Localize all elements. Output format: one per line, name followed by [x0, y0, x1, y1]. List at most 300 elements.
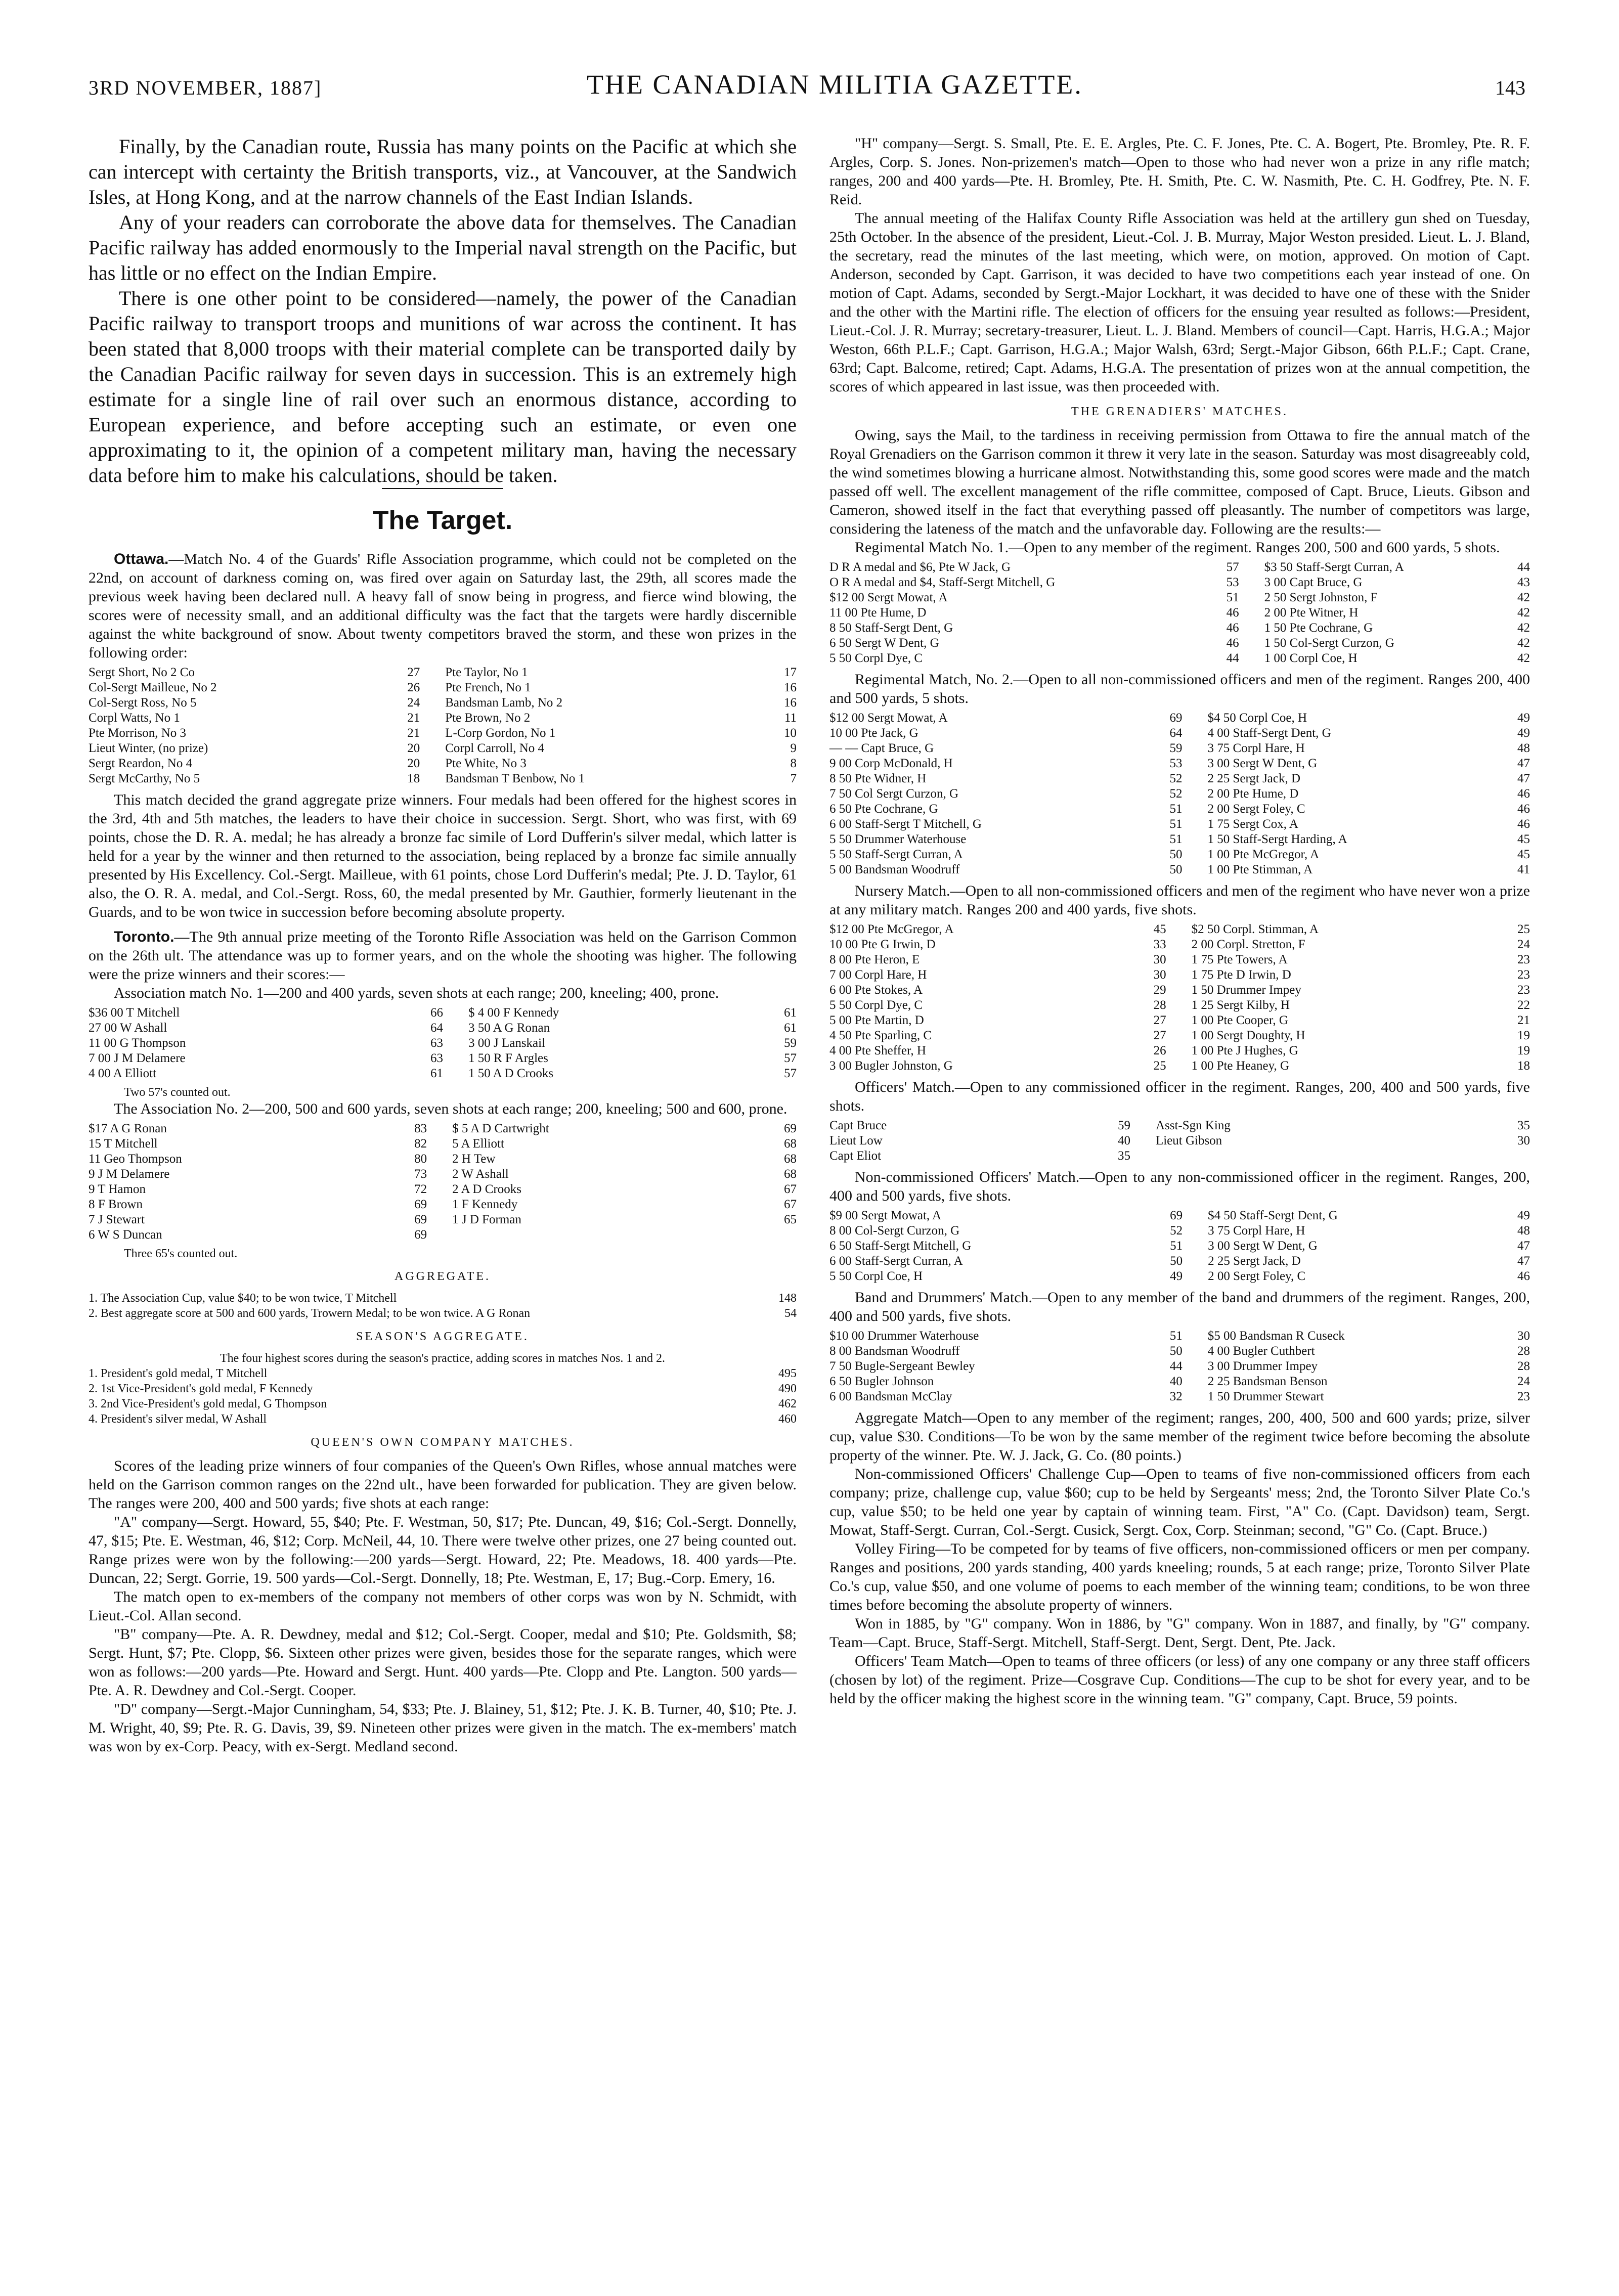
entrant-score: 61	[784, 1006, 797, 1020]
entrant-name: Corpl Carroll, No 4	[445, 741, 545, 755]
entrant-score: 51	[1169, 832, 1183, 846]
paragraph: The annual meeting of the Halifax County Rifle Association was held at the artillery gun shed on Tuesday, 25th October. In the absence of the president, Lieut.-Col. J. B. Murray, Major Weston presided. Lieut. L. J. Bland, the secretary, read the minutes of the last meeting, which were, on motion, approved. On motion of Capt. Anderson, seconded by Capt. Garrison, it was decided to have two competitions each year instead of one. On motion of Capt. Adams, seconded by Sergt.-Major Lockhart, it was decided to have one of these with the Snider and the other with the Martini rifle. The election of officers for the ensuing year resulted as follows:—President, Lieut.-Col. J. R. Murray; secretary-treasurer, Lieut. L. J. Bland. Members of council—Capt. Harris, H.G.A.; Major Weston, 66th P.L.F.; Capt. Garrison, H.G.A.; Major Walsh, 63rd; Sergt.-Major Gibson, 66th P.L.F.; Capt. Crane, 63rd; Capt. Balcome, retired; Capt. Adams, H.G.A. The presentation of prizes won at the annual competition, the scores of which appeared in last issue, was then proceeded with.	[829, 210, 1530, 395]
entrant-name: 8 F Brown	[89, 1198, 143, 1211]
entrant-name: $12 00 Pte McGregor, A	[829, 922, 954, 936]
entrant-name: 2 00 Corpl. Stretton, F	[1191, 938, 1305, 951]
item-text: 4. President's silver medal, W Ashall	[89, 1412, 267, 1426]
lead-ottawa: Ottawa.	[114, 551, 169, 567]
paragraph: There is one other point to be considered—namely, the power of the Canadian Pacific railway to transport troops and munitions of war across the continent. It has been stated that 8,000 troops with their material complete can be transported daily by the Canadian Pacific railway for seven days in succession. This is an extremely high estimate for a single line of rail over such an enormous distance, according to European experience, and before accepting such an estimate, or even one approximating to it, the opinion of a competent military man, having the necessary data before him to make his calculations, should be taken.	[89, 287, 797, 487]
entrant-name: Pte Taylor, No 1	[445, 666, 528, 679]
entrant-name: O R A medal and $4, Staff-Sergt Mitchell, G	[829, 576, 1056, 589]
page-date: 3RD NOVEMBER, 1887]	[89, 76, 322, 99]
paragraph: "D" company—Sergt.-Major Cunningham, 54, $33; Pte. J. Blainey, 51, $12; Pte. J. K. B. Turner, 40, $10; Pte. J. M. Wright, 40, $9; Pte. R. G. Davis, 39, $9. Nineteen other prizes were given in the match. The ex-members' match was won by ex-Corp. Peacy, with ex-Sergt. Medland second.	[89, 1701, 797, 1755]
entrant-score: 42	[1517, 651, 1530, 665]
entrant-score: 8	[790, 757, 797, 770]
aggregate-list	[89, 1291, 797, 1321]
entrant-name: 6 00 Pte Stokes, A	[829, 983, 923, 997]
paragraph: Scores of the leading prize winners of four companies of the Queen's Own Rifles, whose annual matches were held on the Garrison common ranges on the 22nd ult., have been forwarded for publication. They are given below. The ranges were 200, 400 and 500 yards; five shots at each range:	[89, 1458, 797, 1512]
table-row	[829, 1118, 1530, 1133]
entrant-score: 80	[414, 1152, 427, 1166]
left-column	[89, 134, 797, 1756]
entrant-score: 50	[1169, 848, 1183, 861]
entrant-score: 65	[784, 1213, 797, 1226]
entrant-score: 25	[1517, 922, 1530, 936]
entrant-name: Lieut Gibson	[1155, 1134, 1222, 1147]
entrant-name: Pte White, No 3	[445, 757, 527, 770]
season-list	[89, 1366, 797, 1427]
entrant-name: 1 00 Corpl Coe, H	[1264, 651, 1358, 665]
divider	[382, 488, 503, 489]
table-row	[829, 726, 1530, 741]
entrant-score: 63	[430, 1051, 443, 1065]
entrant-score: 73	[414, 1167, 427, 1181]
entrant-name: 15 T Mitchell	[89, 1137, 158, 1151]
entrant-score: 83	[414, 1122, 427, 1135]
table-row	[829, 1359, 1530, 1374]
item-text: 3. 2nd Vice-President's gold medal, G Thompson	[89, 1397, 327, 1410]
table-row	[89, 1005, 797, 1021]
list-item	[89, 1366, 797, 1381]
entrant-score: 20	[407, 757, 420, 770]
grenadiers-heading: THE GRENADIERS' MATCHES.	[1071, 405, 1288, 418]
entrant-score: 51	[1169, 817, 1183, 831]
entrant-score: 44	[1169, 1359, 1183, 1373]
paragraph: Officers' Team Match—Open to teams of three officers (or less) of any one company or any three staff officers (chosen by lot) of the regiment. Prize—Cosgrave Cup. Conditions—The cup to be shot for every year, and to be held by the officer making the highest score in the winning team. "G" company, Capt. Bruce, 59 points.	[829, 1653, 1530, 1707]
entrant-name: 5 50 Corpl Coe, H	[829, 1269, 923, 1283]
entrant-name: 11 00 Pte Hume, D	[829, 606, 927, 620]
entrant-name: 2 00 Sergt Foley, C	[1207, 802, 1305, 816]
table-row	[829, 1374, 1530, 1389]
entrant-name: 6 00 Staff-Sergt T Mitchell, G	[829, 817, 982, 831]
entrant-name: 5 50 Drummer Waterhouse	[829, 832, 967, 846]
match-heading: The Association No. 2—200, 500 and 600 yards, seven shots at each range; 200, kneeling; 500 and 600, prone.	[114, 1100, 787, 1117]
paragraph-text: —The 9th annual prize meeting of the Toronto Rifle Association was held on the Garrison Common on the 26th ult. The attendance was up to former years, and on the whole the shooting was higher. The following were the prize winners and their scores:—	[89, 929, 797, 983]
table-row	[89, 1136, 797, 1152]
match-heading: Regimental Match No. 1.—Open to any member of the regiment. Ranges 200, 500 and 600 yards, 5 shots.	[855, 539, 1500, 556]
entrant-score: 30	[1153, 968, 1166, 982]
entrant-score: 50	[1170, 1254, 1183, 1268]
entrant-name: 8 50 Staff-Sergt Dent, G	[829, 621, 953, 635]
table-row	[89, 741, 797, 756]
entrant-name: 1 00 Pte Cooper, G	[1191, 1013, 1288, 1027]
entrant-name: $12 00 Sergt Mowat, A	[829, 711, 948, 725]
entrant-name: 4 00 A Elliott	[89, 1067, 157, 1080]
table-row	[829, 983, 1530, 998]
entrant-name: $4 50 Corpl Coe, H	[1207, 711, 1307, 725]
entrant-name: 8 00 Bandsman Woodruff	[829, 1344, 960, 1358]
entrant-score: 33	[1153, 938, 1166, 951]
match-heading: Regimental Match, No. 2.—Open to all non-commissioned officers and men of the regiment. Ranges 200, 400 and 500 yards, 5 shots.	[829, 671, 1530, 707]
entrant-score: 46	[1226, 621, 1239, 635]
entrant-name: 1 50 A D Crooks	[468, 1067, 554, 1080]
entrant-score: 44	[1226, 651, 1239, 665]
paragraph: Aggregate Match—Open to any member of the regiment; ranges, 200, 400, 500 and 600 yards; prize, silver cup, value $30. Conditions—To be won by the same member of the regiment twice before becoming the absolute property of the winner. Pte. W. J. Jack, G. Co. (80 points.)	[829, 1409, 1530, 1464]
entrant-name: 5 00 Bandsman Woodruff	[829, 863, 960, 876]
table-row	[89, 695, 797, 711]
entrant-name: $10 00 Drummer Waterhouse	[829, 1329, 979, 1343]
table-row	[89, 771, 797, 786]
entrant-name: 3 00 Capt Bruce, G	[1264, 576, 1363, 589]
entrant-score: 46	[1517, 817, 1530, 831]
paragraph: "A" company—Sergt. Howard, 55, $40; Pte. F. Westman, 50, $17; Pte. Duncan, 49, $16; Col.-Sergt. Donnelly, 47, $15; Pte. E. Westman, 46, $12; Corp. McNeil, 44, 10. There were twelve other prizes, one 27 being counted out. Range prizes were won by the following:—200 yards—Sergt. Howard, 22; Pte. Meadows, 18. 400 yards—Pte. Duncan, 22; Sergt. Gorrie, 19. 500 yards—Col.-Sergt. Donnelly, 18; Pte. Westman, E, 17; Bug.-Corp. Emery, 16.	[89, 1514, 797, 1586]
entrant-name: Sergt Short, No 2 Co	[89, 666, 195, 679]
entrant-name: 1 J D Forman	[452, 1213, 521, 1226]
table-row	[829, 771, 1530, 786]
list-item	[89, 1306, 797, 1321]
table-row	[89, 711, 797, 726]
table-row	[89, 1066, 797, 1081]
entrant-score: 32	[1169, 1390, 1183, 1403]
entrant-name: $36 00 T Mitchell	[89, 1006, 180, 1020]
entrant-name: 1 00 Sergt Doughty, H	[1191, 1029, 1305, 1042]
paragraph-toronto	[89, 928, 797, 984]
score-table-band	[829, 1329, 1530, 1404]
target-section	[89, 550, 797, 1756]
entrant-score: 28	[1517, 1344, 1530, 1358]
entrant-score: 47	[1517, 757, 1530, 770]
entrant-name: Pte French, No 1	[445, 681, 531, 694]
entrant-name: $ 5 A D Cartwright	[452, 1122, 549, 1135]
entrant-name: 2 A D Crooks	[452, 1182, 521, 1196]
table-row	[829, 1133, 1530, 1149]
table-row	[829, 817, 1530, 832]
entrant-score: 25	[1153, 1059, 1166, 1073]
table-row	[829, 922, 1530, 937]
entrant-name: Sergt McCarthy, No 5	[89, 772, 200, 785]
paragraph: Non-commissioned Officers' Challenge Cup—Open to teams of five non-commissioned officers from each company; prize, challenge cup, value $60; cup to be held by Sergeants' mess; 2nd, the Toronto Silver Plate Co.'s cup, value $50; to be held one year by captain of winning team. First, "A" Co. (Capt. Davidson) team, Sergt. Mowat, Staff-Sergt. Curran, Col.-Sergt. Cusick, Sergt. Cox, Corp. Steinman; second, "G" Co. (Capt. Bruce.)	[829, 1466, 1530, 1538]
entrant-score: 48	[1517, 741, 1530, 755]
paragraph-ottawa	[89, 550, 797, 662]
match-heading: Band and Drummers' Match.—Open to any member of the band and drummers of the regiment. Ranges, 200, 400 and 500 yards, five shots.	[829, 1289, 1530, 1324]
table-row	[829, 590, 1530, 605]
entrant-name: 2 00 Pte Hume, D	[1207, 787, 1299, 801]
item-text: 2. 1st Vice-President's gold medal, F Kennedy	[89, 1382, 313, 1395]
entrant-name: 7 00 J M Delamere	[89, 1051, 186, 1065]
entrant-name: 1 50 Staff-Sergt Harding, A	[1207, 832, 1347, 846]
entrant-name: Corpl Watts, No 1	[89, 711, 180, 725]
item-score: 148	[778, 1292, 797, 1305]
table-row	[829, 1344, 1530, 1359]
table-row	[829, 1254, 1530, 1269]
entrant-name: 4 50 Pte Sparling, C	[829, 1029, 932, 1042]
table-row	[829, 847, 1530, 862]
table-note: Two 57's counted out.	[124, 1086, 231, 1099]
entrant-score: 68	[784, 1167, 797, 1181]
table-row	[829, 756, 1530, 771]
entrant-name: 10 00 Pte G Irwin, D	[829, 938, 936, 951]
table-row	[89, 756, 797, 771]
entrant-name: 6 50 Sergt W Dent, G	[829, 636, 939, 650]
entrant-name: 6 00 Bandsman McClay	[829, 1390, 952, 1403]
aggregate-heading: AGGREGATE.	[395, 1270, 491, 1283]
entrant-score: 23	[1517, 1390, 1530, 1403]
list-item	[89, 1381, 797, 1396]
entrant-name: 2 00 Sergt Foley, C	[1208, 1269, 1306, 1283]
entrant-name: $4 50 Staff-Sergt Dent, G	[1208, 1209, 1338, 1222]
entrant-score: 69	[784, 1122, 797, 1135]
entrant-score: 51	[1169, 802, 1183, 816]
entrant-name: Sergt Reardon, No 4	[89, 757, 193, 770]
entrant-score: 28	[1153, 998, 1166, 1012]
entrant-score: 50	[1169, 1344, 1183, 1358]
entrant-score: 64	[1169, 726, 1183, 740]
entrant-score: 68	[784, 1137, 797, 1151]
entrant-score: 67	[784, 1198, 797, 1211]
score-table-ottawa	[89, 665, 797, 786]
entrant-score: 24	[1517, 938, 1530, 951]
table-row	[89, 726, 797, 741]
entrant-score: 53	[1169, 757, 1183, 770]
entrant-score: 49	[1170, 1269, 1183, 1283]
entrant-name: 1 50 Col-Sergt Curzon, G	[1264, 636, 1394, 650]
entrant-name: $3 50 Staff-Sergt Curran, A	[1264, 560, 1404, 574]
entrant-name: Lieut Winter, (no prize)	[89, 741, 208, 755]
entrant-name: 4 00 Staff-Sergt Dent, G	[1207, 726, 1331, 740]
entrant-score: 19	[1517, 1044, 1530, 1057]
entrant-score: 49	[1517, 711, 1530, 725]
entrant-score: 24	[407, 696, 420, 710]
entrant-score: 51	[1170, 1239, 1183, 1253]
entrant-score: 30	[1153, 953, 1166, 966]
entrant-name: 7 00 Corpl Hare, H	[829, 968, 927, 982]
match-heading: Nursery Match.—Open to all non-commissioned officers and men of the regiment who have never won a prize at any military match. Ranges 200 and 400 yards, five shots.	[829, 882, 1530, 918]
table-row	[829, 952, 1530, 967]
entrant-name: 6 50 Staff-Sergt Mitchell, G	[829, 1239, 972, 1253]
match-heading: Officers' Match.—Open to any commissioned officer in the regiment. Ranges, 200, 400 and 500 yards, five shots.	[829, 1079, 1530, 1114]
paragraph-text: —Match No. 4 of the Guards' Rifle Association programme, which could not be completed on the 22nd, on account of darkness coming on, was fired over again on Saturday last, the 29th, all scores made the previous week having been declared null. A heavy fall of snow being in progress, and fierce wind blowing, the scores were of necessity small, and an additional difficulty was the fact that the targets were hardly discernible against the white background of snow. About twenty competitors braved the storm, and these won prizes in the following order:	[89, 551, 797, 661]
entrant-score: 46	[1517, 1269, 1530, 1283]
entrant-score: 50	[1169, 863, 1183, 876]
entrant-score: 18	[407, 772, 420, 785]
entrant-score: 16	[784, 681, 797, 694]
entrant-score: 42	[1517, 591, 1530, 604]
entrant-name: 3 00 J Lanskail	[468, 1036, 546, 1050]
table-row	[89, 665, 797, 680]
entrant-name: 8 00 Pte Heron, E	[829, 953, 920, 966]
entrant-name: 9 T Hamon	[89, 1182, 146, 1196]
match-heading: Association match No. 1—200 and 400 yards, seven shots at each range; 200, kneeling; 400, prone.	[114, 985, 719, 1001]
entrant-name: 6 W S Duncan	[89, 1228, 162, 1242]
entrant-name: 11 00 G Thompson	[89, 1036, 186, 1050]
score-table-assoc1	[89, 1005, 797, 1081]
table-row	[89, 1021, 797, 1036]
table-row	[829, 1223, 1530, 1239]
score-table-officers	[829, 1118, 1530, 1164]
entrant-name: Bandsman T Benbow, No 1	[445, 772, 585, 785]
entrant-name	[1156, 1149, 1490, 1164]
entrant-score: 26	[407, 681, 420, 694]
entrant-name: Lieut Low	[829, 1134, 883, 1147]
entrant-name: D R A medal and $6, Pte W Jack, G	[829, 560, 1011, 574]
entrant-score: 47	[1517, 772, 1530, 785]
table-row	[829, 832, 1530, 847]
entrant-name: 9 00 Corp McDonald, H	[829, 757, 953, 770]
entrant-score: 51	[1169, 1329, 1183, 1343]
table-row	[89, 1212, 797, 1227]
table-row	[829, 560, 1530, 575]
entrant-score: 59	[1169, 741, 1183, 755]
entrant-score: 46	[1226, 636, 1239, 650]
entrant-score: 49	[1517, 726, 1530, 740]
entrant-name: $9 00 Sergt Mowat, A	[829, 1209, 942, 1222]
paragraph: The match open to ex-members of the company not members of other corps was won by N. Schmidt, with Lieut.-Col. Allan second.	[89, 1588, 797, 1624]
entrant-name: 5 50 Corpl Dye, C	[829, 998, 923, 1012]
item-score: 460	[778, 1412, 797, 1426]
entrant-name: 4 00 Pte Sheffer, H	[829, 1044, 926, 1057]
entrant-score: 21	[407, 711, 420, 725]
table-row	[829, 575, 1530, 590]
score-table-nco	[829, 1208, 1530, 1284]
item-text: 2. Best aggregate score at 500 and 600 yards, Trowern Medal; to be won twice. A G Ronan	[89, 1307, 531, 1320]
entrant-score: 16	[784, 696, 797, 710]
table-row	[829, 711, 1530, 726]
entrant-score: 23	[1517, 953, 1530, 966]
paragraph: Finally, by the Canadian route, Russia has many points on the Pacific at which she can intercept with certainty the British transports, viz., at Vancouver, at the Sandwich Isles, at Hong Kong, and at the narrow channels of the East Indian Islands.	[89, 135, 797, 208]
entrant-score: 29	[1153, 983, 1166, 997]
table-row	[829, 1269, 1530, 1284]
entrant-score: 46	[1226, 606, 1239, 620]
entrant-name: 2 25 Bandsman Benson	[1207, 1375, 1328, 1388]
paragraph: "H" company—Sergt. S. Small, Pte. E. E. Argles, Pte. C. F. Jones, Pte. C. A. Bogert, Pte. Bromley, Pte. R. F. Argles, Corp. S. Jones. Non-prizemen's match—Open to those who had never won a prize in any rifle match; ranges, 200 and 400 yards—Pte. H. Bromley, Pte. H. Smith, Pte. C. W. Nasmith, Pte. C. H. Godfrey, Pte. N. F. Reid.	[829, 135, 1530, 208]
entrant-score: 47	[1517, 1239, 1530, 1253]
entrant-name: 1 75 Pte Towers, A	[1191, 953, 1288, 966]
entrant-score: 67	[784, 1182, 797, 1196]
entrant-score: 53	[1226, 576, 1239, 589]
entrant-name: 3 75 Corpl Hare, H	[1208, 1224, 1305, 1238]
entrant-score: 45	[1517, 848, 1530, 861]
entrant-score: 40	[1169, 1375, 1183, 1388]
entrant-score: 22	[1517, 998, 1530, 1012]
entrant-score: 17	[784, 666, 797, 679]
entrant-name: 1 50 Drummer Impey	[1191, 983, 1301, 997]
entrant-score: 42	[1517, 606, 1530, 620]
table-row	[89, 1152, 797, 1167]
paragraph: Owing, says the Mail, to the tardiness in receiving permission from Ottawa to fire the annual match of the Royal Grenadiers on the Garrison common it threw it very late in the season. Saturday was most disagreeably cold, the wind sometimes blowing a hurricane almost. Notwithstanding this, some good scores were made and the match passed off well. The excellent management of the rifle committee, composed of Capt. Bruce, Lieuts. Gibson and Cameron, showed itself in the fact that everything passed off pleasantly. The number of competitors was large, considering the lateness of the match and the unfavorable day. Following are the results:—	[829, 427, 1530, 537]
entrant-name: 4 00 Bugler Cuthbert	[1207, 1344, 1315, 1358]
entrant-score	[1490, 1149, 1530, 1164]
newspaper-title: THE CANADIAN MILITIA GAZETTE.	[587, 69, 1083, 100]
table-row	[89, 680, 797, 695]
table-row	[829, 937, 1530, 952]
table-row	[829, 1239, 1530, 1254]
table-row	[829, 741, 1530, 756]
table-row	[829, 967, 1530, 983]
entrant-score: 69	[1169, 711, 1183, 725]
entrant-score: 61	[784, 1021, 797, 1035]
paragraph: Won in 1885, by "G" company. Won in 1886, by "G" company. Won in 1887, and finally, by "G" company. Team—Capt. Bruce, Staff-Sergt. Mitchell, Staff-Sergt. Dent, Sergt. Dent, Pte. Jack.	[829, 1615, 1530, 1651]
table-row	[829, 651, 1530, 666]
entrant-name: 5 50 Staff-Sergt Curran, A	[829, 848, 963, 861]
entrant-name: 2 W Ashall	[452, 1167, 509, 1181]
entrant-score: 52	[1169, 787, 1183, 801]
entrant-score: 28	[1517, 1359, 1530, 1373]
entrant-score: 35	[1117, 1149, 1130, 1163]
entrant-score: 69	[414, 1198, 427, 1211]
entrant-name: Capt Bruce	[829, 1119, 887, 1132]
entrant-name: 2 00 Pte Witner, H	[1264, 606, 1359, 620]
entrant-score: 21	[1517, 1013, 1530, 1027]
entrant-name: $5 00 Bandsman R Cuseck	[1207, 1329, 1345, 1343]
entrant-score: 27	[1153, 1013, 1166, 1027]
table-row	[829, 1013, 1530, 1028]
entrant-score: 46	[1517, 802, 1530, 816]
entrant-score: 57	[784, 1051, 797, 1065]
table-row	[89, 1227, 797, 1243]
entrant-score: 72	[414, 1182, 427, 1196]
entrant-score: 69	[414, 1213, 427, 1226]
entrant-score: 9	[790, 741, 797, 755]
table-note: Three 65's counted out.	[124, 1247, 238, 1260]
entrant-score: 52	[1169, 772, 1183, 785]
entrant-score: 41	[1517, 863, 1530, 876]
table-row	[829, 621, 1530, 636]
entrant-score: 42	[1517, 636, 1530, 650]
entrant-name: Capt Eliot	[829, 1149, 882, 1163]
entrant-name: 1 00 Pte McGregor, A	[1207, 848, 1319, 861]
entrant-name: Pte Morrison, No 3	[89, 726, 187, 740]
right-column	[829, 134, 1530, 1708]
entrant-name: 1 25 Sergt Kilby, H	[1191, 998, 1290, 1012]
entrant-score: 46	[1517, 787, 1530, 801]
entrant-score: 35	[1517, 1119, 1530, 1132]
entrant-name: 1 75 Sergt Cox, A	[1207, 817, 1298, 831]
entrant-name: 27 00 W Ashall	[89, 1021, 167, 1035]
table-row	[89, 1197, 797, 1212]
entrant-name: 1 50 Pte Cochrane, G	[1264, 621, 1373, 635]
entrant-name: 3 75 Corpl Hare, H	[1207, 741, 1305, 755]
entrant-score: 24	[1517, 1375, 1530, 1388]
score-table-nursery	[829, 922, 1530, 1074]
item-score: 54	[784, 1307, 797, 1320]
entrant-score: 69	[414, 1228, 427, 1242]
table-row	[829, 605, 1530, 621]
table-row	[829, 1149, 1530, 1164]
entrant-score	[756, 1227, 797, 1243]
list-item	[89, 1291, 797, 1306]
paragraph: This match decided the grand aggregate prize winners. Four medals had been offered for the highest scores in the 3rd, 4th and 5th matches, the leaders to have their choice in succession. Sergt. Short, who was first, with 69 points, chose the D. R. A. medal; he has already a bronze fac simile of Lord Dufferin's silver medal, which latter is held for a year by the winner and then returned to the association, being replaced by a bronze fac simile annually presented by His Excellency. Col.-Sergt. Mailleue, with 61 points, chose Lord Dufferin's medal; Pte. J. D. Taylor, 61 also, the O. R. A. medal, and Col.-Sergt. Ross, 60, the medal presented by Mr. Gauthier, formerly lieutenant in the Guards, and to be won twice in succession before becoming absolute property.	[89, 791, 797, 920]
entrant-name: L-Corp Gordon, No 1	[445, 726, 556, 740]
score-table-assoc2	[89, 1121, 797, 1243]
queens-heading: QUEEN'S OWN COMPANY MATCHES.	[311, 1436, 575, 1449]
item-score: 462	[778, 1397, 797, 1410]
table-row	[829, 1208, 1530, 1223]
lead-toronto: Toronto.	[114, 929, 174, 945]
entrant-score: 45	[1517, 832, 1530, 846]
table-row	[829, 1058, 1530, 1074]
entrant-score: 26	[1153, 1044, 1166, 1057]
entrant-name: 5 50 Corpl Dye, C	[829, 651, 923, 665]
russia-article	[89, 134, 797, 488]
entrant-name: 6 50 Bugler Johnson	[829, 1375, 934, 1388]
table-row	[829, 1043, 1530, 1058]
entrant-name: 1 F Kennedy	[452, 1198, 518, 1211]
entrant-score: 68	[784, 1152, 797, 1166]
entrant-name: 7 50 Bugle-Sergeant Bewley	[829, 1359, 975, 1373]
entrant-name: 2 25 Sergt Jack, D	[1208, 1254, 1301, 1268]
season-note: The four highest scores during the season's practice, adding scores in matches Nos. 1 and 2.	[220, 1352, 666, 1365]
entrant-name: Pte Brown, No 2	[445, 711, 531, 725]
entrant-score: 21	[407, 726, 420, 740]
table-row	[829, 998, 1530, 1013]
score-table-regimental-2	[829, 711, 1530, 877]
entrant-name: Bandsman Lamb, No 2	[445, 696, 563, 710]
entrant-score: 20	[407, 741, 420, 755]
entrant-score: 42	[1517, 621, 1530, 635]
entrant-score: 44	[1517, 560, 1530, 574]
item-score: 490	[778, 1382, 797, 1395]
entrant-score: 59	[784, 1036, 797, 1050]
entrant-score: 63	[430, 1036, 443, 1050]
